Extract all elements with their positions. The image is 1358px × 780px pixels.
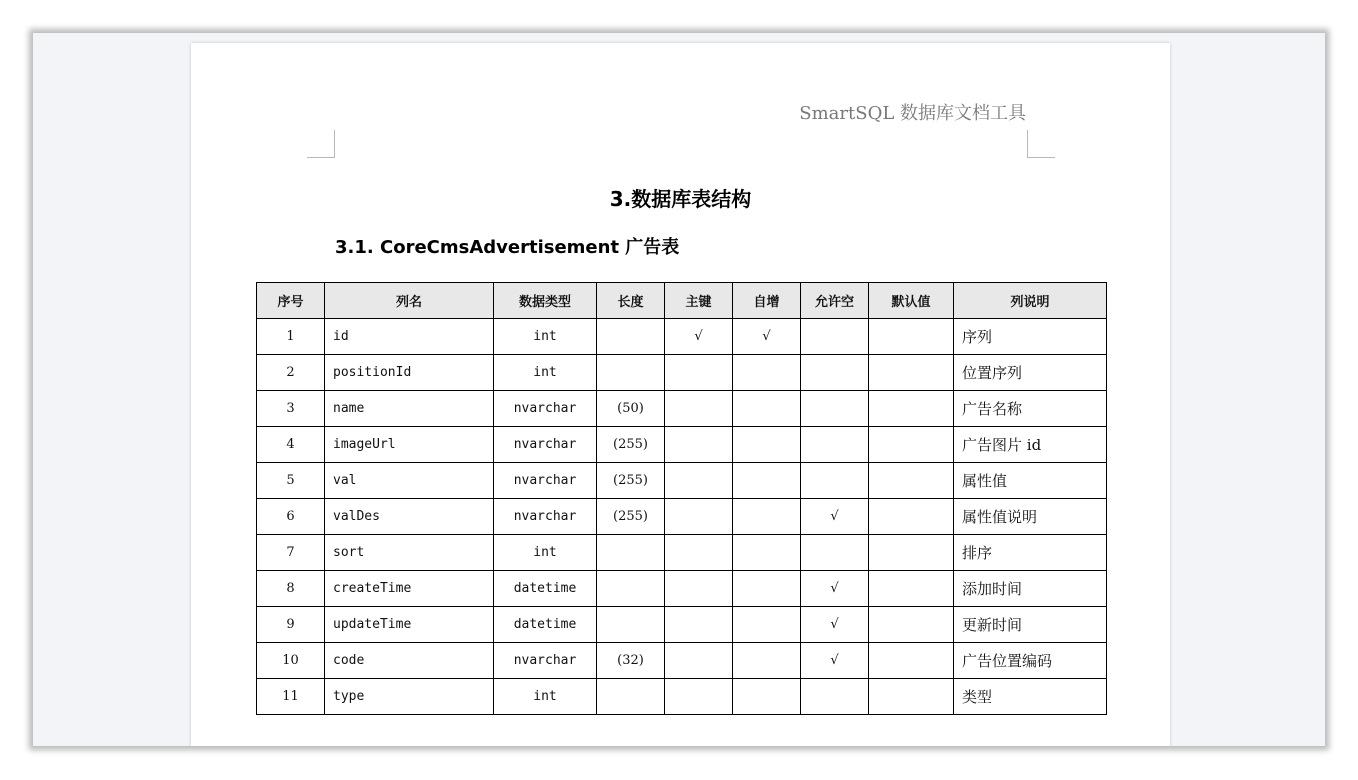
cell-index: 8 xyxy=(257,571,325,607)
header-length: 长度 xyxy=(597,283,665,319)
cell-nullable: √ xyxy=(801,571,869,607)
table-row xyxy=(257,391,1107,427)
cell-description: 广告位置编码 xyxy=(954,643,1107,679)
cell-default xyxy=(869,643,954,679)
table-title: 3.1. CoreCmsAdvertisement 广告表 xyxy=(335,237,680,258)
cell-nullable xyxy=(801,679,869,715)
cell-data-type: nvarchar xyxy=(494,643,597,679)
table-row xyxy=(257,319,1107,355)
cell-primary-key xyxy=(665,679,733,715)
cell-length: (255) xyxy=(597,427,665,463)
cell-primary-key xyxy=(665,643,733,679)
cell-nullable xyxy=(801,427,869,463)
cell-index: 11 xyxy=(257,679,325,715)
cell-nullable xyxy=(801,463,869,499)
cell-data-type: nvarchar xyxy=(494,427,597,463)
cell-index: 3 xyxy=(257,391,325,427)
cell-nullable xyxy=(801,355,869,391)
cell-description: 属性值 xyxy=(954,463,1107,499)
cell-primary-key xyxy=(665,355,733,391)
cell-column-name: createTime xyxy=(325,571,494,607)
cell-data-type: int xyxy=(494,355,597,391)
cell-description: 更新时间 xyxy=(954,607,1107,643)
section-title: 3.数据库表结构 xyxy=(609,187,752,211)
cell-column-name: name xyxy=(325,391,494,427)
cell-description: 广告名称 xyxy=(954,391,1107,427)
cell-auto-increment xyxy=(733,391,801,427)
cell-column-name: id xyxy=(325,319,494,355)
cell-description: 添加时间 xyxy=(954,571,1107,607)
cell-data-type: datetime xyxy=(494,571,597,607)
cell-default xyxy=(869,319,954,355)
cell-data-type: int xyxy=(494,679,597,715)
cell-auto-increment xyxy=(733,679,801,715)
cell-auto-increment xyxy=(733,427,801,463)
cell-nullable xyxy=(801,535,869,571)
cell-column-name: type xyxy=(325,679,494,715)
cell-description: 类型 xyxy=(954,679,1107,715)
cell-length xyxy=(597,607,665,643)
cell-default xyxy=(869,355,954,391)
cell-auto-increment xyxy=(733,499,801,535)
cell-nullable: √ xyxy=(801,499,869,535)
cell-data-type: int xyxy=(494,319,597,355)
cell-description: 位置序列 xyxy=(954,355,1107,391)
cell-index: 7 xyxy=(257,535,325,571)
cell-default xyxy=(869,463,954,499)
cell-data-type: nvarchar xyxy=(494,499,597,535)
cell-auto-increment xyxy=(733,535,801,571)
header-auto-increment: 自增 xyxy=(733,283,801,319)
cell-default xyxy=(869,607,954,643)
cell-index: 6 xyxy=(257,499,325,535)
cell-column-name: imageUrl xyxy=(325,427,494,463)
cell-auto-increment xyxy=(733,463,801,499)
cell-length: (32) xyxy=(597,643,665,679)
cell-description: 属性值说明 xyxy=(954,499,1107,535)
cell-description: 序列 xyxy=(954,319,1107,355)
table-row xyxy=(257,571,1107,607)
cell-data-type: datetime xyxy=(494,607,597,643)
cell-primary-key xyxy=(665,427,733,463)
cell-default xyxy=(869,499,954,535)
cell-index: 5 xyxy=(257,463,325,499)
header-nullable: 允许空 xyxy=(801,283,869,319)
cell-auto-increment xyxy=(733,607,801,643)
cell-primary-key xyxy=(665,571,733,607)
cell-description: 排序 xyxy=(954,535,1107,571)
header-primary-key: 主键 xyxy=(665,283,733,319)
table-row xyxy=(257,535,1107,571)
cell-length: (255) xyxy=(597,499,665,535)
cell-column-name: sort xyxy=(325,535,494,571)
crop-mark-left xyxy=(307,130,335,158)
cell-description: 广告图片 id xyxy=(954,427,1107,463)
cell-default xyxy=(869,391,954,427)
header-description: 列说明 xyxy=(954,283,1107,319)
cell-nullable: √ xyxy=(801,643,869,679)
table-row xyxy=(257,463,1107,499)
cell-column-name: valDes xyxy=(325,499,494,535)
cell-length: (255) xyxy=(597,463,665,499)
cell-auto-increment xyxy=(733,571,801,607)
table-row xyxy=(257,499,1107,535)
cell-primary-key: √ xyxy=(665,319,733,355)
table-row xyxy=(257,643,1107,679)
cell-auto-increment xyxy=(733,355,801,391)
cell-length xyxy=(597,571,665,607)
crop-mark-right xyxy=(1027,130,1055,158)
cell-auto-increment: √ xyxy=(733,319,801,355)
document-viewer-window xyxy=(33,33,1325,746)
cell-data-type: int xyxy=(494,535,597,571)
cell-index: 10 xyxy=(257,643,325,679)
cell-default xyxy=(869,679,954,715)
cell-default xyxy=(869,427,954,463)
cell-length xyxy=(597,355,665,391)
cell-length: (50) xyxy=(597,391,665,427)
header-index: 序号 xyxy=(257,283,325,319)
cell-data-type: nvarchar xyxy=(494,463,597,499)
cell-length xyxy=(597,535,665,571)
cell-nullable xyxy=(801,319,869,355)
cell-column-name: code xyxy=(325,643,494,679)
cell-column-name: updateTime xyxy=(325,607,494,643)
table-header-row xyxy=(257,283,1107,319)
cell-primary-key xyxy=(665,535,733,571)
cell-primary-key xyxy=(665,391,733,427)
cell-length xyxy=(597,679,665,715)
cell-index: 1 xyxy=(257,319,325,355)
cell-index: 9 xyxy=(257,607,325,643)
header-column-name: 列名 xyxy=(325,283,494,319)
cell-nullable xyxy=(801,391,869,427)
header-data-type: 数据类型 xyxy=(494,283,597,319)
cell-primary-key xyxy=(665,463,733,499)
cell-column-name: val xyxy=(325,463,494,499)
cell-column-name: positionId xyxy=(325,355,494,391)
cell-index: 4 xyxy=(257,427,325,463)
cell-nullable: √ xyxy=(801,607,869,643)
table-row xyxy=(257,607,1107,643)
page-header: SmartSQL 数据库文档工具 xyxy=(799,103,1026,124)
document-page xyxy=(191,43,1170,746)
table-row xyxy=(257,679,1107,715)
cell-auto-increment xyxy=(733,643,801,679)
cell-primary-key xyxy=(665,499,733,535)
table-row xyxy=(257,355,1107,391)
cell-index: 2 xyxy=(257,355,325,391)
header-default: 默认值 xyxy=(869,283,954,319)
cell-data-type: nvarchar xyxy=(494,391,597,427)
cell-length xyxy=(597,319,665,355)
schema-table xyxy=(256,282,1107,715)
cell-primary-key xyxy=(665,607,733,643)
cell-default xyxy=(869,571,954,607)
cell-default xyxy=(869,535,954,571)
table-row xyxy=(257,427,1107,463)
